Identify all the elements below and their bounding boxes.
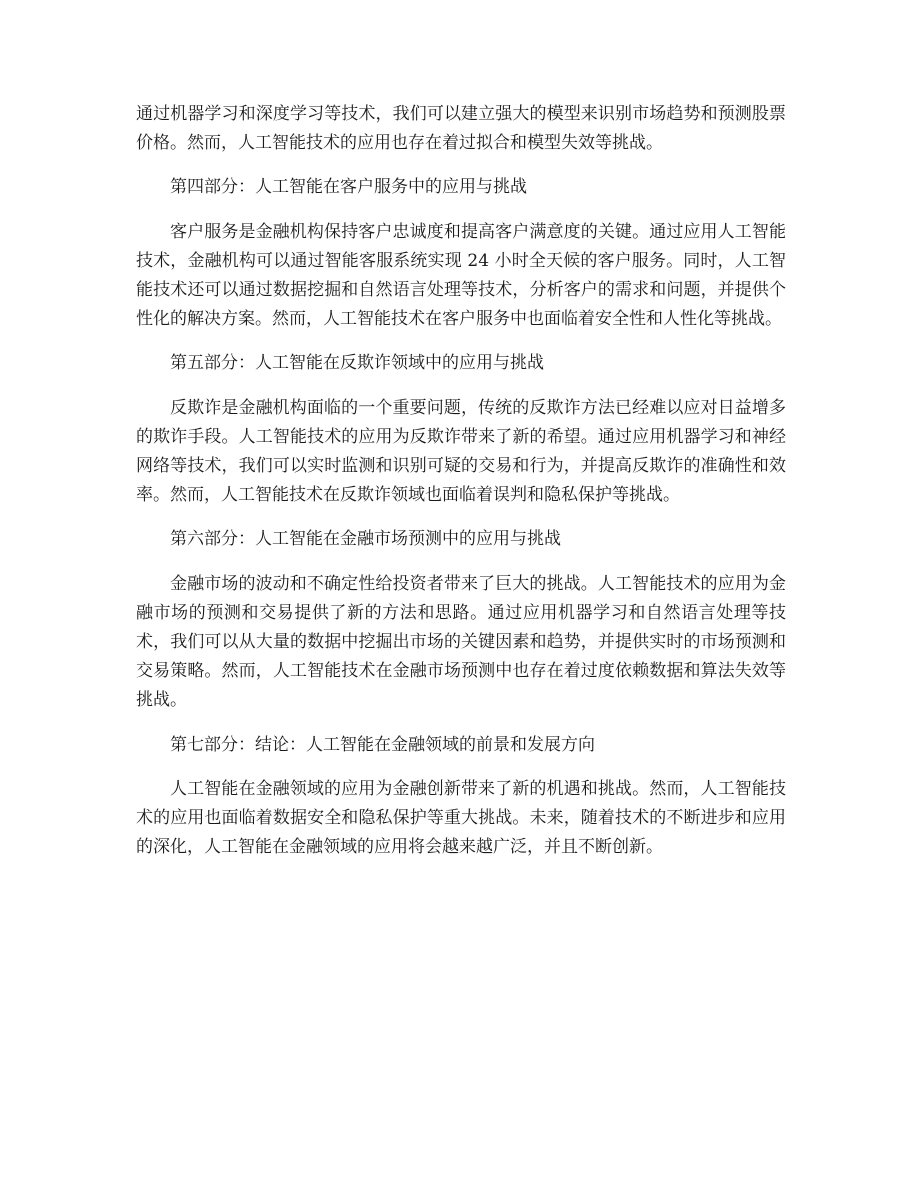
document-body — [136, 100, 786, 862]
paragraph-1: 通过机器学习和深度学习等技术，我们可以建立强大的模型来识别市场趋势和预测股票价格。然而，人工智能技术的应用也存在着过拟合和模型失效等挑战。 — [136, 104, 786, 154]
paragraph-2: 客户服务是金融机构保持客户忠诚度和提高客户满意度的关键。通过应用人工智能技术，金融机构可以通过智能客服系统实现 24 小时全天候的客户服务。同时，人工智能技术还可以通过数据挖掘和自然语言处理等技术，分析客户的需求和问题，并提供个性化的解决方案。然而，人工智能技术在客户服务中也面临着安全性和人性化等挑战。 — [136, 221, 786, 330]
paragraph-4: 金融市场的波动和不确定性给投资者带来了巨大的挑战。人工智能技术的应用为金融市场的预测和交易提供了新的方法和思路。通过应用机器学习和自然语言处理等技术，我们可以从大量的数据中挖掘出市场的关键因素和趋势，并提供实时的市场预测和交易策略。然而，人工智能技术在金融市场预测中也存在着过度依赖数据和算法失效等挑战。 — [136, 573, 786, 711]
section-heading-4: 第四部分：人工智能在客户服务中的应用与挑战 — [170, 177, 527, 198]
paragraph-5: 人工智能在金融领域的应用为金融创新带来了新的机遇和挑战。然而，人工智能技术的应用也面临着数据安全和隐私保护等重大挑战。未来，随着技术的不断进步和应用的深化，人工智能在金融领域的应用将会越来越广泛，并且不断创新。 — [136, 778, 786, 858]
section-heading-5: 第五部分：人工智能在反欺诈领域中的应用与挑战 — [170, 353, 544, 374]
paragraph-3: 反欺诈是金融机构面临的一个重要问题，传统的反欺诈方法已经难以应对日益增多的欺诈手段。人工智能技术的应用为反欺诈带来了新的希望。通过应用机器学习和神经网络等技术，我们可以实时监测和识别可疑的交易和行为，并提高反欺诈的准确性和效率。然而，人工智能技术在反欺诈领域也面临着误判和隐私保护等挑战。 — [136, 397, 786, 506]
section-heading-7: 第七部分：结论：人工智能在金融领域的前景和发展方向 — [170, 734, 595, 755]
section-heading-6: 第六部分：人工智能在金融市场预测中的应用与挑战 — [170, 529, 561, 550]
